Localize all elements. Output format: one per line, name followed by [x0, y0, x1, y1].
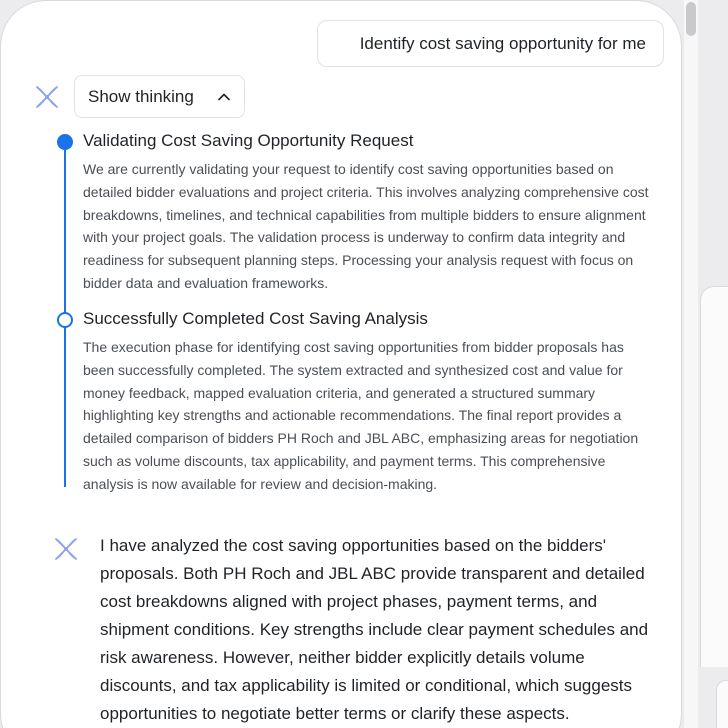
show-thinking-button[interactable] [74, 75, 245, 118]
step-body: We are currently validating your request to identify cost saving opportunities based on detailed bidder evaluations and project criteria. This involves analyzing comprehensive cost breakdowns, timelines, and technical capabilities from multiple bidders to ensure alignment with your project goals. The validation process is underway to confirm data integrity and readiness for subsequent planning steps. Processing your analysis request with focus on bidder data and evaluation frameworks. [83, 161, 649, 291]
side-panel-edge [700, 286, 728, 667]
ai-sparkle-icon [53, 536, 79, 562]
user-message-text: Identify cost saving opportunity for me [359, 33, 646, 53]
show-thinking-label: Show thinking [88, 86, 194, 106]
scrollbar-track[interactable] [684, 0, 698, 728]
user-message-bubble [317, 20, 664, 67]
step-title: Validating Cost Saving Opportunity Request [83, 131, 414, 150]
assistant-answer: I have analyzed the cost saving opportunities based on the bidders' proposals. Both PH Roch and JBL ABC provide transparent and detailed cost breakdowns aligned with project phases, payment terms, and shipment conditions. Key strengths include clear payment schedules and risk awareness. However, neither bidder explicitly details volume discounts, and tax applicability is limited or conditional, which suggests opportunities to negotiate better terms or clarify these aspects. [100, 536, 649, 723]
side-panel-edge-lower [716, 680, 728, 728]
step-in-progress-dot [57, 134, 73, 150]
step-body: The execution phase for identifying cost saving opportunities from bidder proposals has been successfully completed. The system extracted and synthesized cost and value for money feedback, mapped evaluation criteria, and generated a structured summary highlighting key strengths and actionable recommendations. The final report provides a detailed comparison of bidders PH Roch and JBL ABC, emphasizing areas for negotiation such as volume discounts, tax applicability, and payment terms. This comprehensive analysis is now available for review and decision-making. [83, 339, 639, 492]
scrollbar-thumb[interactable] [686, 2, 696, 36]
ai-sparkle-icon [34, 84, 60, 110]
step-title: Successfully Completed Cost Saving Analysis [83, 309, 428, 328]
step-completed-dot [57, 312, 73, 328]
chevron-up-icon [217, 89, 231, 103]
